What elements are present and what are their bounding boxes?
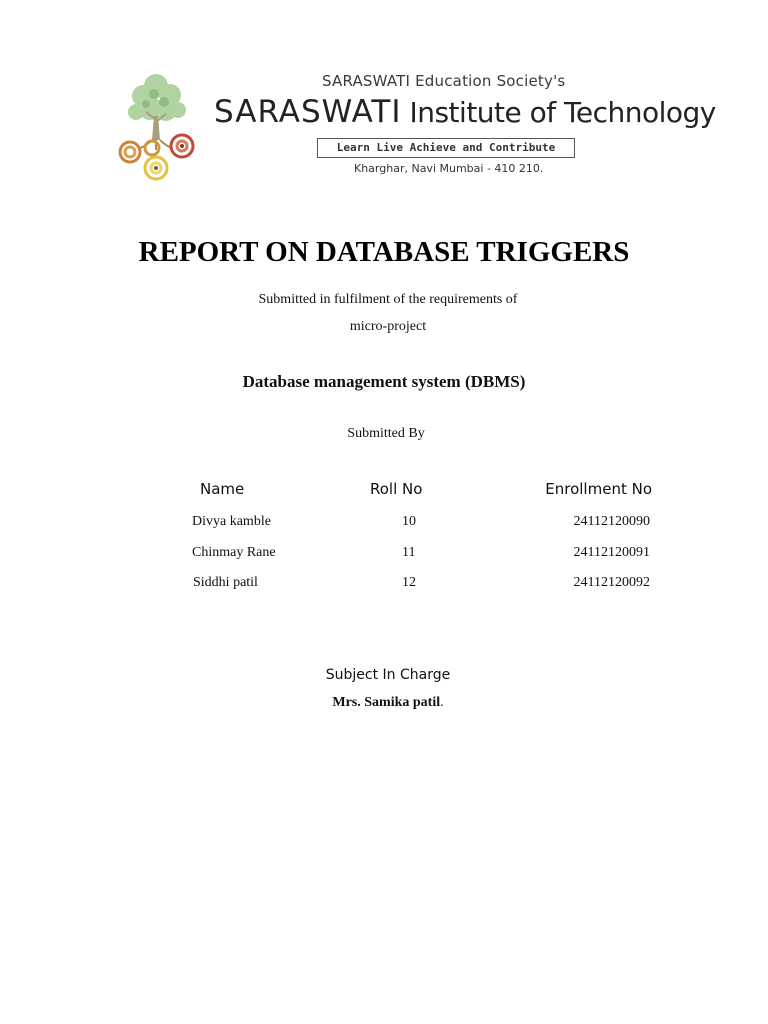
institute-name	[214, 94, 716, 130]
tree-logo-icon	[116, 68, 206, 186]
roll-number: 10	[402, 514, 416, 529]
submitted-by-label: Submitted By	[347, 426, 425, 441]
society-name: SARASWATI Education Society's	[322, 72, 566, 90]
teacher-name-suffix: .	[440, 695, 444, 710]
roll-number: 12	[402, 575, 416, 590]
institute-name-part-b: Institute of Technology	[409, 96, 716, 129]
institute-logo-header	[116, 68, 716, 186]
table-row	[0, 545, 768, 569]
enrollment-number: 24112120090	[573, 514, 650, 529]
table-row	[0, 575, 768, 599]
roll-number: 11	[402, 545, 416, 560]
table-row	[0, 514, 768, 538]
column-header-name: Name	[200, 480, 245, 498]
enrollment-number: 24112120091	[573, 545, 650, 560]
enrollment-number: 24112120092	[573, 575, 650, 590]
institute-name-part-a: SARASWATI	[214, 94, 402, 130]
report-title: REPORT ON DATABASE TRIGGERS	[138, 236, 630, 268]
subject-in-charge-label: Subject In Charge	[325, 667, 451, 683]
institute-address: Kharghar, Navi Mumbai - 410 210.	[354, 162, 544, 175]
teacher-name: Mrs. Samika patil	[332, 695, 441, 710]
submission-line-2: micro-project	[349, 319, 427, 334]
institute-motto: Learn Live Achieve and Contribute	[317, 138, 575, 158]
submission-line-1: Submitted in fulfilment of the requirements of	[258, 292, 518, 307]
subject-name: Database management system (DBMS)	[242, 372, 526, 391]
column-header-enrollment-no: Enrollment No	[545, 480, 652, 498]
student-name: Divya kamble	[192, 514, 271, 529]
student-name: Chinmay Rane	[192, 545, 276, 560]
column-header-roll-no: Roll No	[370, 480, 423, 498]
subject-in-charge-name	[4, 695, 768, 711]
student-name: Siddhi patil	[193, 575, 258, 590]
